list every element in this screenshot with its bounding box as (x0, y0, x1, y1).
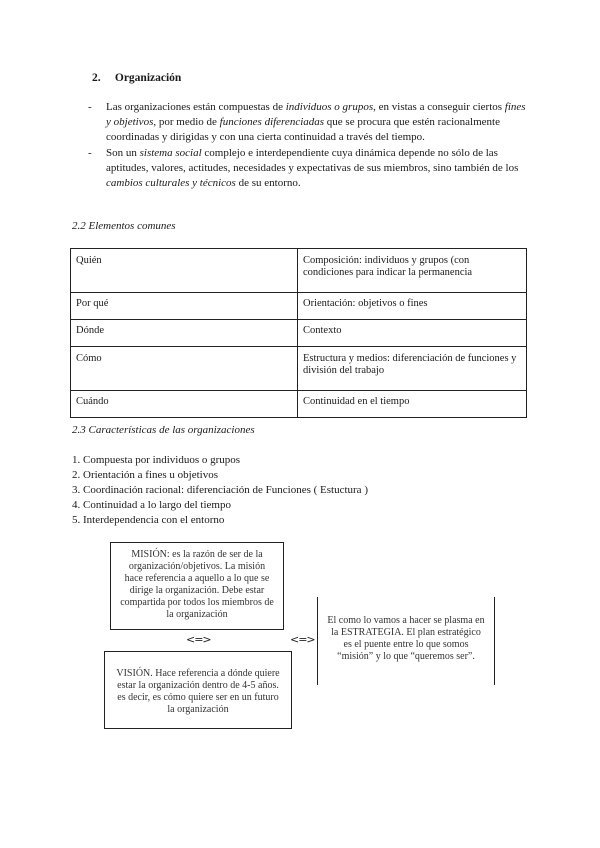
bullet-text: Son un (106, 147, 140, 159)
section-title: Organización (114, 72, 182, 84)
bullet-text-italic: fines y objetivos (106, 101, 526, 128)
list-item: 5. Interdependencia con el entorno (72, 514, 225, 526)
double-arrow-icon: <=> (186, 633, 211, 646)
subsection-title: 2.2 Elementos comunes (72, 220, 176, 232)
table-row (71, 249, 527, 293)
bullet-text: complejo e interdependiente cuya dinámica depende no sólo de las aptitudes, valores, actitudes, necesidades y expectativas de sus miembros, sino también de los (106, 147, 519, 174)
bullet-text: , en vistas a conseguir ciertos (373, 101, 505, 113)
table-cell-value: Estructura y medios: diferenciación de funciones y división del trabajo (298, 347, 527, 391)
elements-table (70, 248, 527, 418)
table-row (71, 293, 527, 320)
bullet-text-italic: sistema social (139, 147, 202, 159)
list-item: 4. Continuidad a lo largo del tiempo (72, 499, 231, 511)
characteristics-list (72, 453, 368, 528)
bullet-dash: - (88, 147, 92, 159)
table-cell-label: Por qué (71, 293, 298, 320)
section-number: 2. (92, 72, 101, 84)
list-item: 2. Orientación a fines u objetivos (72, 469, 219, 481)
bullet-text: que se procura que estén racionalmente coordinadas y dirigidas y con una cierta continuidad a través del tiempo. (106, 116, 500, 143)
section-heading (92, 72, 181, 84)
table-cell-label: Cuándo (71, 391, 298, 418)
estrategia-box: El como lo vamos a hacer se plasma en la ESTRATEGIA. El plan estratégico es el puente entre lo que somos “misión” y lo que “queremos ser”. (317, 597, 495, 685)
bullet-list (88, 100, 533, 192)
table-cell-label: Dónde (71, 320, 298, 347)
table-cell-label: Cómo (71, 347, 298, 391)
list-item: 1. Compuesta por individuos o grupos (72, 454, 241, 466)
bullet-item (88, 146, 533, 191)
bullet-text-italic: cambios culturales y técnicos (106, 177, 236, 189)
bullet-text: Las organizaciones están compuestas de (106, 101, 286, 113)
table-cell-value: Composición: individuos y grupos (con condiciones para indicar la permanencia (298, 249, 527, 293)
list-item: 3. Coordinación racional: diferenciación de Funciones ( Estuctura ) (72, 484, 368, 496)
vision-box: VISIÓN. Hace referencia a dónde quiere estar la organización dentro de 4-5 años. es decir, es cómo quiere ser en un futuro la organización (104, 651, 292, 729)
double-arrow-icon: <=> (290, 633, 315, 646)
mision-box: MISIÓN: es la razón de ser de la organización/objetivos. La misión hace referencia a aquello a lo que se dirige la organización. Debe estar compartida por todos los miembros de la organización (110, 542, 284, 630)
subsection-title: 2.3 Características de las organizaciones (72, 424, 255, 436)
bullet-text-italic: individuos o grupos (285, 101, 374, 113)
table-row (71, 391, 527, 418)
table-cell-value: Continuidad en el tiempo (298, 391, 527, 418)
table-cell-value: Orientación: objetivos o fines (298, 293, 527, 320)
bullet-dash: - (88, 101, 92, 113)
bullet-item (88, 100, 533, 145)
bullet-text-italic: funciones diferenciadas (219, 116, 325, 128)
table-row (71, 320, 527, 347)
table-row (71, 347, 527, 391)
table-cell-value: Contexto (298, 320, 527, 347)
table-cell-label: Quién (71, 249, 298, 293)
bullet-text: , por medio de (153, 116, 220, 128)
bullet-text: de su entorno. (235, 177, 301, 189)
